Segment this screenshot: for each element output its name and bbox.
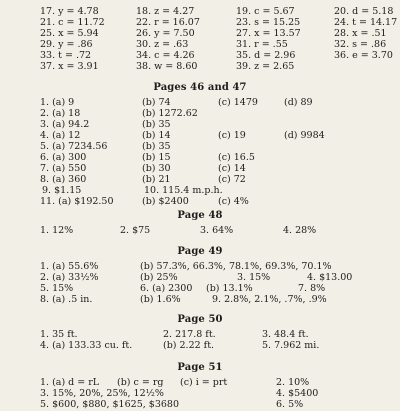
answer-entry: (b) 35 — [142, 141, 171, 152]
answer-entry: (b) $2400 — [142, 196, 189, 207]
answer-entry: (c) 4% — [218, 196, 249, 207]
answer-entry: (c) 72 — [218, 174, 246, 185]
answer-row — [0, 340, 400, 352]
answer-row — [0, 196, 400, 208]
answer-row — [0, 399, 400, 411]
answer-entry: 1. 12% — [40, 225, 74, 236]
answer-entry: (c) i = prt — [180, 377, 228, 388]
answer-entry: (b) 1.6% — [140, 294, 181, 305]
answer-entry: (c) 1479 — [218, 97, 258, 108]
answer-entry: (b) 1272.62 — [142, 108, 198, 119]
answer-entry: 3. 15% — [237, 272, 271, 283]
answer-entry: 5. 7.962 mi. — [262, 340, 320, 351]
answer-entry: 31. r = .55 — [236, 39, 288, 50]
answer-entry: (b) 15 — [142, 152, 171, 163]
answer-entry: 4. 28% — [283, 225, 317, 236]
answer-entry: 5. $600, $880, $1625, $3680 — [40, 399, 179, 410]
answer-entry: 6. 5% — [276, 399, 304, 410]
answer-entry: (d) 89 — [284, 97, 313, 108]
answer-entry: 38. w = 8.60 — [136, 61, 198, 72]
answer-entry: 32. s = .86 — [334, 39, 387, 50]
answer-entry: 39. z = 2.65 — [236, 61, 295, 72]
answer-entry: 2. 217.8 ft. — [163, 329, 216, 340]
answer-entry: 18. z = 4.27 — [136, 6, 195, 17]
answer-entry: 1. (a) 9 — [40, 97, 75, 108]
answer-entry: 17. y = 4.78 — [40, 6, 99, 17]
answer-entry: 3. 64% — [200, 225, 234, 236]
answer-entry: 3. 15%, 20%, 25%, 12½% — [40, 388, 164, 399]
answer-entry: 22. r = 16.07 — [136, 17, 200, 28]
answer-entry: 19. c = 5.67 — [236, 6, 295, 17]
answer-entry: (c) 19 — [218, 130, 246, 141]
answer-entry: 6. (a) 2300 — [140, 283, 193, 294]
answer-entry: (c) 14 — [218, 163, 246, 174]
answer-entry: (b) 30 — [142, 163, 171, 174]
answer-entry: 4. $13.00 — [307, 272, 353, 283]
answer-entry: (d) 9984 — [284, 130, 325, 141]
answer-entry: 34. c = 4.26 — [136, 50, 195, 61]
answer-entry: 23. s = 15.25 — [236, 17, 301, 28]
answer-entry: 9. 2.8%, 2.1%, .7%, .9% — [212, 294, 327, 305]
answer-entry: (b) 35 — [142, 119, 171, 130]
answer-entry: 8. (a) 360 — [40, 174, 87, 185]
answer-entry: 11. (a) $192.50 — [40, 196, 114, 207]
answer-entry: 8. (a) .5 in. — [40, 294, 93, 305]
answer-row — [0, 294, 400, 306]
answer-entry: 2. (a) 33½% — [40, 272, 99, 283]
answer-entry: 7. 8% — [298, 283, 326, 294]
answer-entry: 7. (a) 550 — [40, 163, 87, 174]
answer-entry: 30. z = .63 — [136, 39, 189, 50]
answer-entry: (b) 14 — [142, 130, 171, 141]
answer-entry: 1. (a) d = rL — [40, 377, 100, 388]
answer-entry: 4. (a) 12 — [40, 130, 81, 141]
answer-entry: 36. e = 3.70 — [334, 50, 393, 61]
answer-entry: 4. (a) 133.33 cu. ft. — [40, 340, 133, 351]
answer-entry: (b) 2.22 ft. — [163, 340, 215, 351]
answer-entry: 1. (a) 55.6% — [40, 261, 99, 272]
answer-entry: 5. 15% — [40, 283, 74, 294]
answer-entry: 26. y = 7.50 — [136, 28, 195, 39]
section-heading: Page 50 — [177, 314, 223, 325]
answer-entry: 20. d = 5.18 — [334, 6, 394, 17]
answer-entry: 21. c = 11.72 — [40, 17, 105, 28]
answer-entry: 28. x = .51 — [334, 28, 387, 39]
answer-entry: 4. $5400 — [276, 388, 319, 399]
section-heading: Page 48 — [177, 210, 223, 221]
answer-entry: (b) 57.3%, 66.3%, 78.1%, 69.3%, 70.1% — [140, 261, 332, 272]
answer-entry: 37. x = 3.91 — [40, 61, 99, 72]
answer-row — [0, 61, 400, 73]
answer-entry: 6. (a) 300 — [40, 152, 87, 163]
answer-entry: 27. x = 13.57 — [236, 28, 301, 39]
answer-entry: 29. y = .86 — [40, 39, 93, 50]
answer-entry: (b) 13.1% — [206, 283, 253, 294]
answer-entry: 2. 10% — [276, 377, 310, 388]
answer-entry: 25. x = 5.94 — [40, 28, 99, 39]
answer-entry: 1. 35 ft. — [40, 329, 78, 340]
answer-entry: 2. $75 — [120, 225, 151, 236]
answer-entry: 24. t = 14.17 — [334, 17, 398, 28]
answer-entry: 3. (a) 94.2 — [40, 119, 90, 130]
answer-entry: (b) 74 — [142, 97, 171, 108]
answer-entry: 9. $1.15 — [42, 185, 82, 196]
answer-entry: (b) 21 — [142, 174, 171, 185]
answer-entry: 2. (a) 18 — [40, 108, 81, 119]
answer-entry: (b) 25% — [140, 272, 178, 283]
section-heading: Page 51 — [177, 362, 223, 373]
answer-entry: 10. 115.4 m.p.h. — [144, 185, 223, 196]
section-heading: Pages 46 and 47 — [153, 82, 247, 93]
answer-entry: 33. t = .72 — [40, 50, 92, 61]
answer-entry: 3. 48.4 ft. — [262, 329, 309, 340]
answer-entry: (c) 16.5 — [218, 152, 255, 163]
answer-row — [0, 225, 400, 237]
section-heading: Page 49 — [177, 246, 223, 257]
answer-entry: 5. (a) 7234.56 — [40, 141, 108, 152]
answer-entry: (b) c = rg — [117, 377, 164, 388]
answer-entry: 35. d = 2.96 — [236, 50, 296, 61]
